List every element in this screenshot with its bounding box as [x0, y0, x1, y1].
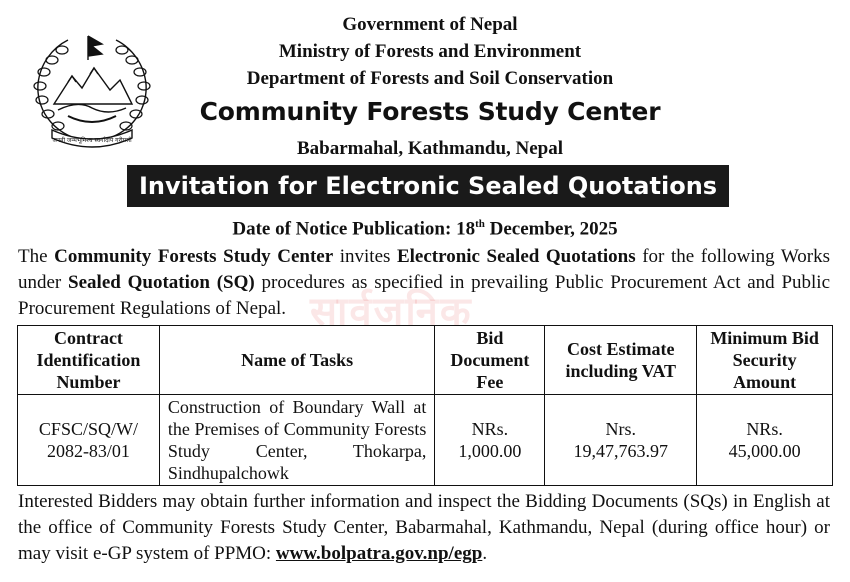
- government-title: Government of Nepal: [342, 14, 518, 35]
- table-header-row: [18, 326, 833, 395]
- egp-link[interactable]: www.bolpatra.gov.np/egp: [275, 543, 483, 564]
- department-title: Department of Forests and Soil Conservation: [246, 68, 614, 89]
- header-contract-id: Contract Identification Number: [18, 326, 160, 395]
- emblem-motto: जननी जन्मभूमिश्च स्वर्गादपि गरीयसी: [52, 137, 132, 144]
- ministry-title: Ministry of Forests and Environment: [278, 41, 582, 62]
- cell-bid-security: NRs. 45,000.00: [697, 395, 833, 486]
- header-bid-security: Minimum Bid Security Amount: [697, 326, 833, 395]
- quotation-table: [17, 325, 833, 486]
- government-emblem-icon: [28, 30, 156, 152]
- office-title: Community Forests Study Center: [199, 97, 661, 126]
- cell-cost-estimate: Nrs. 19,47,763.97: [545, 395, 697, 486]
- publication-date: Date of Notice Publication: 18th December, 2025: [232, 218, 618, 240]
- cell-bid-fee: NRs. 1,000.00: [435, 395, 545, 486]
- table-row: [18, 395, 833, 486]
- notice-banner: Invitation for Electronic Sealed Quotations: [127, 165, 729, 207]
- header-task-name: Name of Tasks: [159, 326, 435, 395]
- watermark: सार्वजनिक: [310, 289, 473, 335]
- office-address: Babarmahal, Kathmandu, Nepal: [296, 138, 564, 159]
- cell-task-name: Construction of Boundary Wall at the Premises of Community Forests Study Center, Thokarpa, Sindhupalchowk: [159, 395, 435, 486]
- footer-paragraph: Interested Bidders may obtain further information and inspect the Bidding Documents (SQs) in English at the office of Community Forests Study Center, Babarmahal, Kathmandu, Nepal (during office hour) or may visit e-GP system of PPMO: www.bolpatra.gov.np/egp.: [18, 491, 830, 564]
- cell-contract-id: CFSC/SQ/W/ 2082-83/01: [18, 395, 160, 486]
- header-cost-estimate: Cost Estimate including VAT: [545, 326, 697, 395]
- header-bid-fee: Bid Document Fee: [435, 326, 545, 395]
- intro-paragraph: The Community Forests Study Center invites Electronic Sealed Quotations for the following Works under Sealed Quotation (SQ) procedures as specified in prevailing Public Procurement Act and Public Procurement Regulations of Nepal.: [18, 246, 831, 319]
